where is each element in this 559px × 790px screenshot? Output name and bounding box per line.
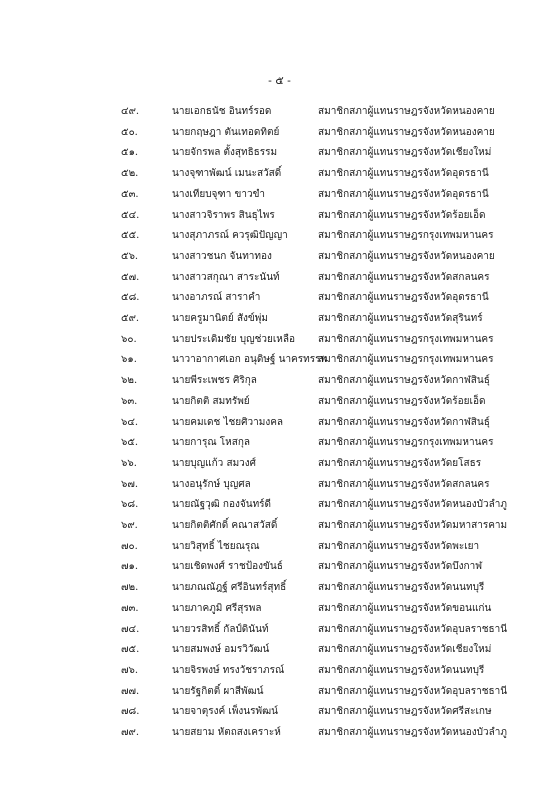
member-name: นายภาคภูมิ ศรีสุรพล <box>172 602 262 614</box>
member-row <box>0 330 559 350</box>
member-position: สมาชิกสภาผู้แทนราษฎรจังหวัดหนองคาย <box>318 250 495 262</box>
member-row <box>0 661 559 681</box>
member-number: ๖๖. <box>121 457 137 469</box>
member-name: นายสมพงษ์ อมรวิวัฒน์ <box>172 644 270 656</box>
member-row <box>0 206 559 226</box>
member-name: นางสุภาภรณ์ ควรุฒิปัญญา <box>172 230 288 242</box>
member-position: สมาชิกสภาผู้แทนราษฎรจังหวัดเชียงใหม่ <box>318 644 492 656</box>
member-row <box>0 640 559 660</box>
member-row <box>0 350 559 370</box>
member-row <box>0 226 559 246</box>
member-row <box>0 247 559 267</box>
member-row <box>0 557 559 577</box>
member-name: นางสาวจิราพร สินธุไพร <box>172 209 275 221</box>
member-number: ๕๘. <box>121 292 140 304</box>
member-position: สมาชิกสภาผู้แทนราษฎรจังหวัดขอนแก่น <box>318 602 492 614</box>
member-number: ๗๐. <box>121 540 138 552</box>
member-position: สมาชิกสภาผู้แทนราษฎรจังหวัดมหาสารคาม <box>318 520 508 531</box>
member-number: ๖๐. <box>121 333 137 345</box>
member-position: สมาชิกสภาผู้แทนราษฎรจังหวัดนนทบุรี <box>318 582 485 594</box>
member-position: สมาชิกสภาผู้แทนราษฎรจังหวัดหนองบัวลำภู <box>318 727 507 738</box>
member-name: นายสยาม หัตถสงเคราะห์ <box>172 727 281 738</box>
member-name: นายรัฐกิตติ์ ผาสีพัฒน์ <box>172 685 264 697</box>
member-position: สมาชิกสภาผู้แทนราษฎรจังหวัดนนทบุรี <box>318 664 485 676</box>
member-number: ๖๗. <box>121 478 139 490</box>
member-number: ๖๙. <box>121 520 138 531</box>
member-name: นางอาภรณ์ สาราคำ <box>172 292 261 304</box>
member-row <box>0 516 559 536</box>
member-name: นายภณณัฎฐ์ ศรีอินทร์สุทธิ์ <box>172 582 287 594</box>
member-position: สมาชิกสภาผู้แทนราษฎรจังหวัดบึงกาฬ <box>318 561 483 573</box>
member-position: สมาชิกสภาผู้แทนราษฎรจังหวัดหนองบัวลำภู <box>318 499 507 511</box>
member-number: ๗๕. <box>121 644 140 656</box>
member-number: ๔๙. <box>121 106 140 117</box>
member-row <box>0 164 559 184</box>
member-number: ๕๐. <box>121 126 138 138</box>
member-position: สมาชิกสภาผู้แทนราษฎรกรุงเทพมหานคร <box>318 354 494 366</box>
member-row <box>0 723 559 743</box>
member-number: ๖๔. <box>121 416 139 428</box>
member-position: สมาชิกสภาผู้แทนราษฎรจังหวัดหนองคาย <box>318 106 495 117</box>
member-position: สมาชิกสภาผู้แทนราษฎรจังหวัดสกลนคร <box>318 271 490 283</box>
member-name: นายครูมานิตย์ สังข์พุ่ม <box>172 313 268 324</box>
member-row <box>0 433 559 453</box>
member-position: สมาชิกสภาผู้แทนราษฎรจังหวัดหนองคาย <box>318 126 495 138</box>
member-number: ๗๓. <box>121 602 139 614</box>
member-row <box>0 454 559 474</box>
member-name: นายจิรพงษ์ ทรงวัชราภรณ์ <box>172 664 285 676</box>
member-number: ๗๑. <box>121 561 139 573</box>
member-position: สมาชิกสภาผู้แทนราษฎรจังหวัดอุบลราชธานี <box>318 685 508 697</box>
member-row <box>0 578 559 598</box>
member-name: นายเชิดพงศ์ ราชป้องขันธ์ <box>172 561 283 573</box>
member-name: นายจักรพล ตั้งสุทธิธรรม <box>172 147 278 159</box>
member-number: ๖๓. <box>121 395 138 407</box>
member-number: ๕๕. <box>121 230 140 242</box>
member-name: นางสาวชนก จันทาทอง <box>172 250 272 262</box>
member-row <box>0 371 559 391</box>
member-name: นายคมเดช ไชยศิวามงคล <box>172 416 284 428</box>
member-name: นางสาวสกุณา สาระนันท์ <box>172 271 280 283</box>
member-position: สมาชิกสภาผู้แทนราษฎรจังหวัดศรีสะเกษ <box>318 706 492 718</box>
member-number: ๖๑. <box>121 354 137 366</box>
member-position: สมาชิกสภาผู้แทนราษฎรกรุงเทพมหานคร <box>318 437 494 449</box>
member-name: นาวาอากาศเอก อนุดิษฐ์ นาครทรรพ <box>172 354 328 366</box>
member-row <box>0 702 559 722</box>
member-number: ๕๔. <box>121 209 140 221</box>
member-name: นายวิสุทธิ์ ไชยณรุณ <box>172 540 260 552</box>
member-row <box>0 185 559 205</box>
member-name: นายกฤษฎา ตันเทอดทิตย์ <box>172 126 280 138</box>
member-number: ๖๕. <box>121 437 139 449</box>
member-number: ๖๒. <box>121 375 138 387</box>
member-position: สมาชิกสภาผู้แทนราษฎรจังหวัดสกลนคร <box>318 478 490 490</box>
member-name: นายจาตุรงค์ เพ็งนรพัฒน์ <box>172 706 278 718</box>
member-position: สมาชิกสภาผู้แทนราษฎรจังหวัดยโสธร <box>318 457 482 469</box>
member-position: สมาชิกสภาผู้แทนราษฎรจังหวัดอุดรธานี <box>318 168 489 180</box>
member-number: ๕๒. <box>121 168 139 180</box>
member-position: สมาชิกสภาผู้แทนราษฎรกรุงเทพมหานคร <box>318 230 494 242</box>
member-name: นายพีระเพชร ศิริกุล <box>172 375 257 387</box>
member-position: สมาชิกสภาผู้แทนราษฎรกรุงเทพมหานคร <box>318 333 494 345</box>
member-number: ๗๗. <box>121 685 140 697</box>
member-number: ๗๙. <box>121 727 140 738</box>
member-row <box>0 495 559 515</box>
member-position: สมาชิกสภาผู้แทนราษฎรจังหวัดอุดรธานี <box>318 292 489 304</box>
member-row <box>0 268 559 288</box>
member-row <box>0 288 559 308</box>
member-position: สมาชิกสภาผู้แทนราษฎรจังหวัดเชียงใหม่ <box>318 147 492 159</box>
member-name: นางจุฑาพัฒน์ เมนะสวัสดิ์ <box>172 168 282 180</box>
member-number: ๗๘. <box>121 706 140 718</box>
member-number: ๗๖. <box>121 664 139 676</box>
member-number: ๕๑. <box>121 147 139 159</box>
member-row <box>0 537 559 557</box>
member-name: นายเอกธนัช อินทร์รอด <box>172 106 272 117</box>
member-row <box>0 599 559 619</box>
member-name: นายประเดิมชัย บุญช่วยเหลือ <box>172 333 296 345</box>
member-row <box>0 309 559 329</box>
member-number: ๖๘. <box>121 499 139 511</box>
member-row <box>0 143 559 163</box>
member-position: สมาชิกสภาผู้แทนราษฎรจังหวัดพะเยา <box>318 540 480 552</box>
member-number: ๗๒. <box>121 582 139 594</box>
member-position: สมาชิกสภาผู้แทนราษฎรจังหวัดร้อยเอ็ด <box>318 395 486 407</box>
member-position: สมาชิกสภาผู้แทนราษฎรจังหวัดร้อยเอ็ด <box>318 209 486 221</box>
member-name: นายบุญแก้ว สมวงศ์ <box>172 457 257 469</box>
member-number: ๕๓. <box>121 188 139 200</box>
member-position: สมาชิกสภาผู้แทนราษฎรจังหวัดอุดรธานี <box>318 188 489 200</box>
member-row <box>0 392 559 412</box>
member-row <box>0 475 559 495</box>
member-position: สมาชิกสภาผู้แทนราษฎรจังหวัดกาฬสินธุ์ <box>318 416 490 428</box>
member-number: ๗๔. <box>121 623 140 635</box>
member-position: สมาชิกสภาผู้แทนราษฎรจังหวัดอุบลราชธานี <box>318 623 508 635</box>
member-name: นางเทียบจุฑา ขาวขำ <box>172 188 266 200</box>
page-number: - ๕ - <box>268 74 291 87</box>
member-name: นายกิตติ สมทรัพย์ <box>172 395 250 407</box>
member-name: นางอนุรักษ์ บุญศล <box>172 478 251 490</box>
member-name: นายวรสิทธิ์ กัลป์ดินันท์ <box>172 623 269 635</box>
member-position: สมาชิกสภาผู้แทนราษฎรจังหวัดสุรินทร์ <box>318 313 483 324</box>
member-name: นายกิตติศักดิ์ คณาสวัสดิ์ <box>172 520 278 531</box>
member-name: นายการุณ โหสกุล <box>172 437 251 449</box>
member-number: ๕๙. <box>121 313 140 324</box>
member-name: นายณัฐวุฒิ กองจันทร์ดี <box>172 499 272 511</box>
member-number: ๕๗. <box>121 271 140 283</box>
member-row <box>0 413 559 433</box>
member-row <box>0 123 559 143</box>
member-number: ๕๖. <box>121 250 139 262</box>
member-row <box>0 620 559 640</box>
member-row <box>0 102 559 122</box>
member-position: สมาชิกสภาผู้แทนราษฎรจังหวัดกาฬสินธุ์ <box>318 375 490 387</box>
member-row <box>0 682 559 702</box>
